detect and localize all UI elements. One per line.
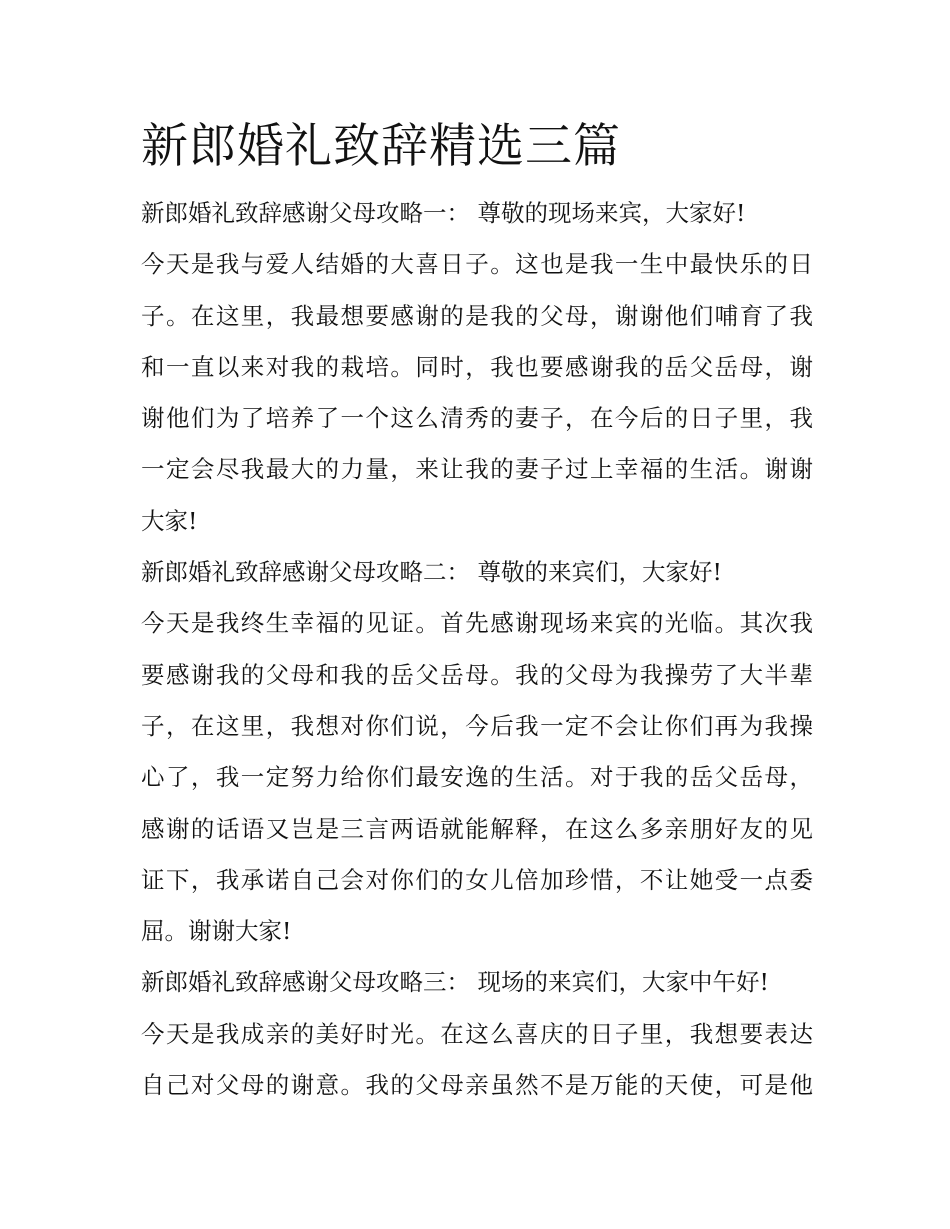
text-line: 新郎婚礼致辞感谢父母攻略一： 尊敬的现场来宾，大家好! bbox=[141, 199, 746, 227]
text-line: 和一直以来对我的栽培。同时，我也要感谢我的岳父岳母，谢 bbox=[141, 352, 813, 381]
speech-1-body bbox=[141, 239, 813, 547]
text-line: 今天是我与爱人结婚的大喜日子。这也是我一生中最快乐的日 bbox=[141, 250, 813, 279]
text-line: 新郎婚礼致辞感谢父母攻略三： 现场的来宾们，大家中午好! bbox=[141, 968, 769, 997]
text-line: 大家! bbox=[141, 506, 198, 535]
text-line: 子，在这里，我想对你们说，今后我一定不会让你们再为我操 bbox=[141, 711, 813, 740]
text-line: 谢他们为了培养了一个这么清秀的妻子，在今后的日子里，我 bbox=[141, 404, 813, 433]
text-line: 感谢的话语又岂是三言两语就能解释，在这么多亲朋好友的见 bbox=[141, 814, 813, 843]
speech-2-body bbox=[141, 598, 813, 957]
speech-3-heading bbox=[141, 957, 813, 1008]
text-line: 屈。谢谢大家! bbox=[141, 917, 292, 946]
text-line: 证下，我承诺自己会对你们的女儿倍加珍惜，不让她受一点委 bbox=[141, 865, 813, 894]
text-line: 要感谢我的父母和我的岳父岳母。我的父母为我操劳了大半辈 bbox=[141, 660, 813, 689]
text-line: 今天是我终生幸福的见证。首先感谢现场来宾的光临。其次我 bbox=[141, 609, 813, 638]
text-line: 一定会尽我最大的力量，来让我的妻子过上幸福的生活。谢谢 bbox=[141, 455, 813, 484]
page-title: 新郎婚礼致辞精选三篇 bbox=[141, 119, 621, 174]
text-line: 子。在这里，我最想要感谢的是我的父母，谢谢他们哺育了我 bbox=[141, 301, 813, 330]
text-line: 心了，我一定努力给你们最安逸的生活。对于我的岳父岳母， bbox=[141, 763, 813, 792]
text-line: 今天是我成亲的美好时光。在这么喜庆的日子里，我想要表达 bbox=[141, 1019, 813, 1048]
speech-2-heading bbox=[141, 547, 813, 598]
speech-3-body bbox=[141, 1009, 813, 1112]
text-line: 自己对父母的谢意。我的父母亲虽然不是万能的天使，可是他 bbox=[141, 1071, 813, 1100]
document-page bbox=[141, 112, 813, 1111]
text-line: 新郎婚礼致辞感谢父母攻略二： 尊敬的来宾们，大家好! bbox=[141, 558, 722, 587]
speech-1-heading bbox=[141, 188, 813, 239]
